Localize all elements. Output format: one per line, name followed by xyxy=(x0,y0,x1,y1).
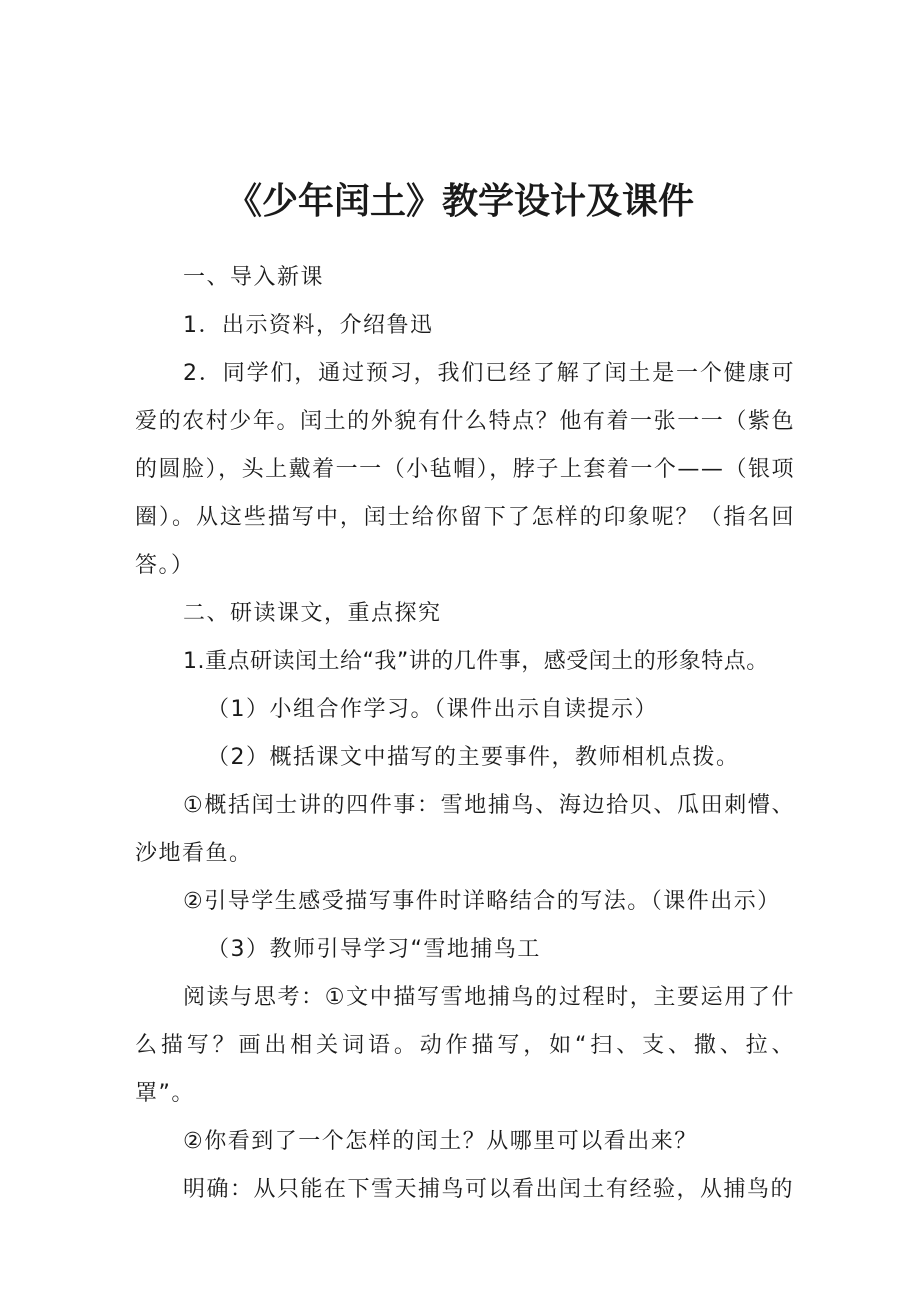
paragraph-item-2: 2．同学们，通过预习，我们已经了解了闰土是一个健康可爱的农村少年。闰土的外貌有什么特点？他有着一张一一（紫色的圆脸），头上戴着一一（小毡帽），脖子上套着一个——（银项圈）。从这些描写中，闰士给你留下了怎样的印象呢？（指名回答。） xyxy=(135,361,795,578)
paragraph-step-2: （2）概括课文中描写的主要事件，教师相机点拨。 xyxy=(207,745,740,770)
paragraph-writing-method: ②引导学生感受描写事件时详略结合的写法。（课件出示） xyxy=(183,889,781,914)
document-title: 《少年闰土》教学设计及课件 xyxy=(225,181,694,223)
paragraph-clarify: 明确：从只能在下雪天捕鸟可以看出闰土有经验，从捕鸟的 xyxy=(183,1177,795,1202)
document-body xyxy=(135,254,795,1214)
paragraph-step-3: （3）教师引导学习“雪地捕鸟工 xyxy=(207,937,541,962)
paragraph-study-1: 1.重点研读闰土给“我”讲的几件事，感受闰土的形象特点。 xyxy=(183,649,769,674)
paragraph-four-events: ①概括闰士讲的四件事：雪地捕鸟、海边拾贝、瓜田刺懵、沙地看鱼。 xyxy=(135,793,795,866)
section-heading-intro: 一、导入新课 xyxy=(183,265,325,290)
paragraph-question-2: ②你看到了一个怎样的闰土？从哪里可以看出来？ xyxy=(183,1129,698,1154)
section-heading-study: 二、研读课文，重点探究 xyxy=(183,601,442,626)
paragraph-step-1: （1）小组合作学习。（课件出示自读提示） xyxy=(207,697,658,722)
paragraph-reading-thinking: 阅读与思考：①文中描写雪地捕鸟的过程时，主要运用了什么描写？画出相关词语。动作描写，如“扫、支、撒、拉、罩”。 xyxy=(135,985,795,1106)
paragraph-item-1: 1．出示资料，介绍鲁迅 xyxy=(183,313,434,338)
